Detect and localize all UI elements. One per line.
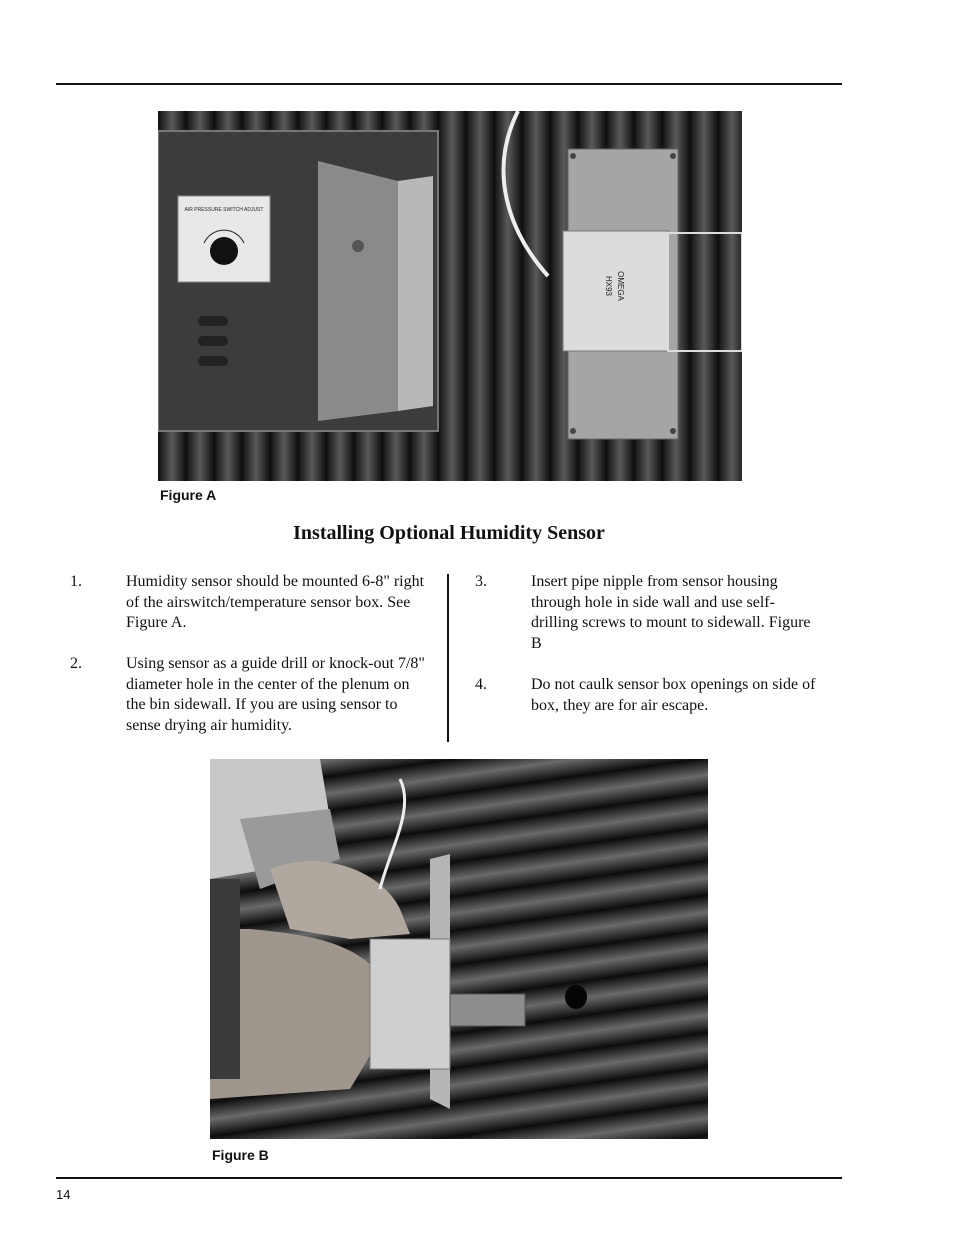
sensor-model-text: HX93 <box>604 275 613 297</box>
step-text: Insert pipe nipple from sensor housing through hole in side wall and use self-drilling screws to mount to sidewall. Figure B <box>531 573 811 652</box>
section-title: Installing Optional Humidity Sensor <box>293 522 605 544</box>
page-number: 14 <box>56 1187 71 1202</box>
step-number: 3. <box>475 573 487 590</box>
sensor-brand-text: OMEGA <box>616 271 625 301</box>
step-number: 1. <box>70 573 82 590</box>
footer-rule <box>56 1177 842 1179</box>
panel-label-text: AIR PRESSURE SWITCH ADJUST <box>184 207 264 213</box>
figure-a-photo <box>158 111 742 481</box>
step-text: Humidity sensor should be mounted 6-8" right of the airswitch/temperature sensor box. See Figure A. <box>126 573 425 631</box>
step-text: Using sensor as a guide drill or knock-out 7/8" diameter hole in the center of the plenum on the bin sidewall. If you are using sensor to sense drying air humidity. <box>126 655 425 734</box>
figure-b-photo <box>210 759 708 1139</box>
header-rule <box>56 83 842 85</box>
column-divider <box>447 574 449 742</box>
step-text: Do not caulk sensor box openings on side of box, they are for air escape. <box>531 676 816 714</box>
step-number: 4. <box>475 676 487 693</box>
figure-a-caption: Figure A <box>160 487 217 503</box>
step-number: 2. <box>70 655 82 672</box>
figure-b-caption: Figure B <box>212 1147 269 1163</box>
